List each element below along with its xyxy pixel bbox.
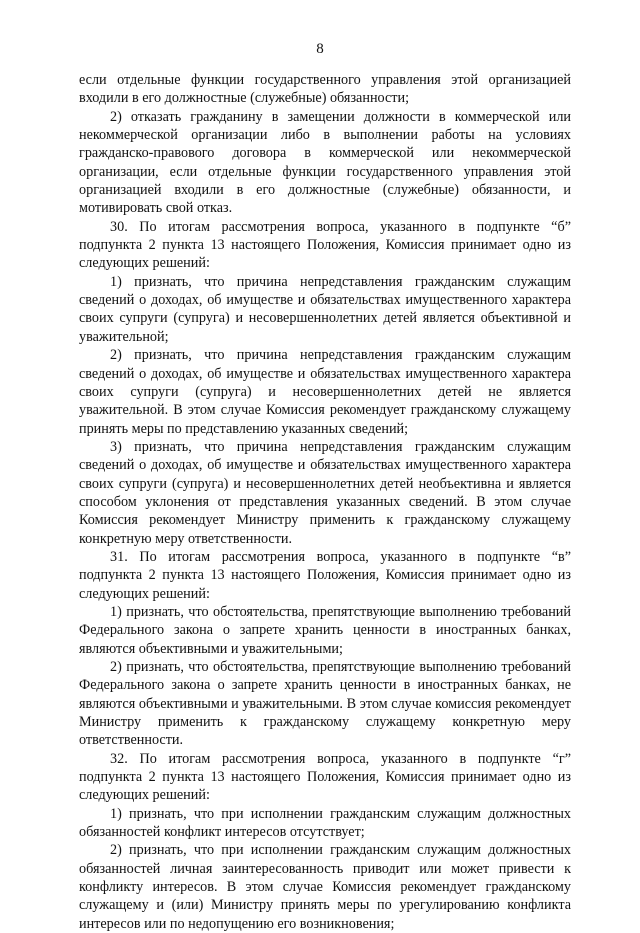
paragraph: 2) признать, что причина непредставления гражданским служащим сведений о доходах, об имуществе и обязательствах имущественного характера своих супруги (супруга) и несовершеннолетних детей не является уважительной. В этом случае Комиссия рекомендует гражданскому служащему принять меры по представлению указанных сведений; — [79, 347, 571, 437]
paragraph: 31. По итогам рассмотрения вопроса, указанного в подпункте “в” подпункта 2 пункта 13 настоящего Положения, Комиссия принимает одно из следующих решений: — [79, 548, 571, 602]
paragraph: 30. По итогам рассмотрения вопроса, указанного в подпункте “б” подпункта 2 пункта 13 настоящего Положения, Комиссия принимает одно из следующих решений: — [79, 218, 571, 272]
paragraph: 2) отказать гражданину в замещении должности в коммерческой или некоммерческой организации либо в выполнении работы на условиях гражданско-правового договора в коммерческой или некоммерческой организации, если отдельные функции государственного управления этой организацией входили в его должностные (служебные) обязанности, и мотивировать свой отказ. — [79, 108, 571, 217]
paragraph: 1) признать, что причина непредставления гражданским служащим сведений о доходах, об имуществе и обязательствах имущественного характера своих супруги (супруга) и несовершеннолетних детей является объективной и уважительной; — [79, 273, 571, 345]
paragraph: 32. По итогам рассмотрения вопроса, указанного в подпункте “г” подпункта 2 пункта 13 настоящего Положения, Комиссия принимает одно из следующих решений: — [79, 750, 571, 804]
paragraph: 3) признать, что причина непредставления гражданским служащим сведений о доходах, об имуществе и обязательствах имущественного характера своих супруги (супруга) и несовершеннолетних детей необъективна и является способом уклонения от представления указанных сведений. В этом случае Комиссия рекомендует Министру применить к гражданскому служащему конкретную меру ответственности. — [79, 438, 571, 547]
paragraph: 1) признать, что обстоятельства, препятствующие выполнению требований Федерального закона о запрете хранить ценности в иностранных банках, являются объективными и уважительными; — [79, 603, 571, 657]
paragraph: 1) признать, что при исполнении гражданским служащим должностных обязанностей конфликт интересов отсутствует; — [79, 805, 571, 841]
paragraph: 2) признать, что обстоятельства, препятствующие выполнению требований Федерального закона о запрете хранить ценности в иностранных банках, не являются объективными и уважительными. В этом случае комиссия рекомендует Министру применить к гражданскому служащему конкретную меру ответственности. — [79, 659, 571, 749]
paragraph: 2) признать, что при исполнении гражданским служащим должностных обязанностей личная заинтересованность приводит или может привести к конфликту интересов. В этом случае Комиссия рекомендует гражданскому служащему и (или) Министру принять меры по урегулированию конфликта интересов или по недопущению его возникновения; — [79, 842, 571, 932]
paragraph: если отдельные функции государственного управления этой организацией входили в его должностные (служебные) обязанности; — [79, 72, 571, 107]
document-body — [79, 71, 571, 933]
page-number: 8 — [316, 41, 324, 57]
